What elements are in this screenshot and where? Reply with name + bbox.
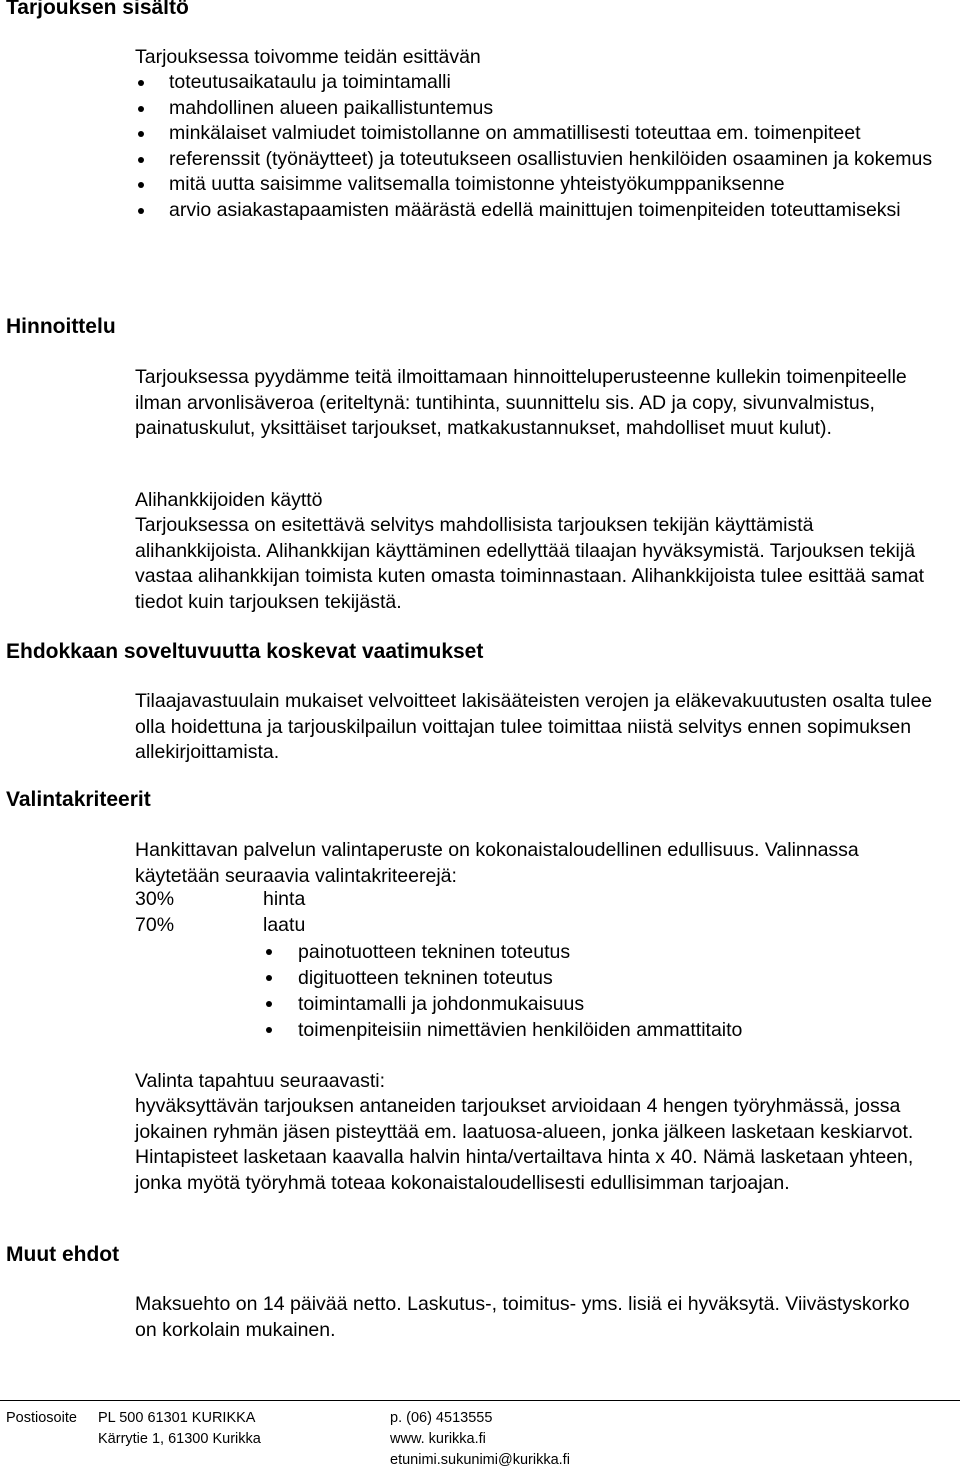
list-item: toteutusaikataulu ja toimintamalli: [135, 70, 935, 96]
section-heading-offer-contents: Tarjouksen sisältö: [6, 0, 189, 19]
criteria-weight-row: 70% laatu: [135, 913, 306, 936]
footer-email[interactable]: etunimi.sukunimi@kurikka.fi: [390, 1452, 570, 1468]
pricing-text: Tarjouksessa pyydämme teitä ilmoittamaan hinnoitteluperusteenne kullekin toimenpiteelle ilman arvonlisäveroa (eriteltynä: tuntihinta, suunnittelu sis. AD ja copy, sivunvalmistus, painatuskulut, yksittäiset tarjoukset, matkakustannukset, mahdolliset muut kulut).: [135, 366, 907, 440]
bullet-icon: [266, 975, 272, 981]
list-item: mahdollinen alueen paikallistuntemus: [135, 96, 935, 122]
quality-criteria-list: [263, 939, 913, 1043]
section-label-pricing: Hinnoittelu: [6, 315, 116, 338]
bullet-icon: [138, 182, 144, 188]
criteria-intro: Hankittavan palvelun valintaperuste on kokonaistaloudellinen edullisuus. Valinnassa käytetään seuraavia valintakriteerejä:: [135, 839, 859, 887]
footer-street-address: Kärrytie 1, 61300 Kurikka: [98, 1431, 261, 1447]
other-terms-text: Maksuehto on 14 päivää netto. Laskutus-, toimitus- yms. lisiä ei hyväksytä. Viivästyskorko on korkolain mukainen.: [135, 1293, 910, 1341]
criteria-weights: [135, 887, 305, 938]
offer-intro: Tarjouksessa toivomme teidän esittävän: [135, 46, 481, 68]
selection-process-title: Valinta tapahtuu seuraavasti:: [135, 1070, 386, 1092]
eligibility-text: Tilaajavastuulain mukaiset velvoitteet lakisääteisten verojen ja eläkevakuutusten osalta tulee olla hoidettuna ja tarjouskilpailun voittajan tulee toimittaa niistä selvitys ennen sopimuksen allekirjoittamista.: [135, 690, 933, 764]
bullet-icon: [138, 208, 144, 214]
bullet-icon: [138, 80, 144, 86]
list-item: arvio asiakastapaamisten määrästä edellä mainittujen toimenpiteiden toteuttamiseksi: [135, 198, 935, 224]
footer-divider: [0, 1400, 960, 1401]
section-label-other-terms: Muut ehdot: [6, 1243, 120, 1266]
footer-postal-address: PL 500 61301 KURIKKA: [98, 1410, 256, 1426]
footer-postal-label: Postiosoite: [6, 1410, 77, 1426]
section-label-criteria: Valintakriteerit: [6, 788, 151, 811]
bullet-icon: [266, 949, 272, 955]
list-item: toimintamalli ja johdonmukaisuus: [263, 991, 913, 1017]
bullet-icon: [266, 1027, 272, 1033]
selection-process-text: hyväksyttävän tarjouksen antaneiden tarjoukset arvioidaan 4 hengen työryhmässä, jossa jokainen ryhmän jäsen pisteyttää em. laatuosa-alueen, jonka jälkeen lasketaan keskiarvot. Hintapisteet lasketaan kaavalla halvin hinta/vertailtava hinta x 40. Nämä lasketaan yhteen, jonka myötä työryhmä toteaa kokonaistaloudellisesti edullisimman tarjoajan.: [135, 1095, 914, 1194]
subcontractors-title: Alihankkijoiden käyttö: [135, 489, 323, 511]
bullet-icon: [138, 131, 144, 137]
subcontractors-text: Tarjouksessa on esitettävä selvitys mahdollisista tarjouksen tekijän käyttämistä alihankkijoista. Alihankkijan käyttäminen edellyttää tilaajan hyväksymistä. Tarjouksen tekijä vastaa alihankkijan toimista kuten omasta toiminnastaan. Alihankkijoista tulee esittää samat tiedot kuin tarjouksen tekijästä.: [135, 514, 925, 613]
criteria-weight-row: 30% hinta: [135, 888, 306, 910]
list-item: referenssit (työnäytteet) ja toteutukseen osallistuvien henkilöiden osaaminen ja kokemus: [135, 147, 935, 173]
footer-phone: p. (06) 4513555: [390, 1410, 493, 1426]
list-item: painotuotteen tekninen toteutus: [263, 939, 913, 965]
list-item: digituotteen tekninen toteutus: [263, 965, 913, 991]
footer-website[interactable]: www. kurikka.fi: [390, 1431, 486, 1447]
list-item: toimenpiteisiin nimettävien henkilöiden ammattitaito: [263, 1017, 913, 1043]
bullet-icon: [266, 1001, 272, 1007]
section-heading-eligibility: Ehdokkaan soveltuvuutta koskevat vaatimukset: [6, 640, 484, 663]
list-item: minkälaiset valmiudet toimistollanne on ammatillisesti toteuttaa em. toimenpiteet: [135, 121, 935, 147]
offer-requirements-list: [135, 70, 935, 224]
bullet-icon: [138, 157, 144, 163]
list-item: mitä uutta saisimme valitsemalla toimistonne yhteistyökumppaniksenne: [135, 172, 935, 198]
bullet-icon: [138, 106, 144, 112]
